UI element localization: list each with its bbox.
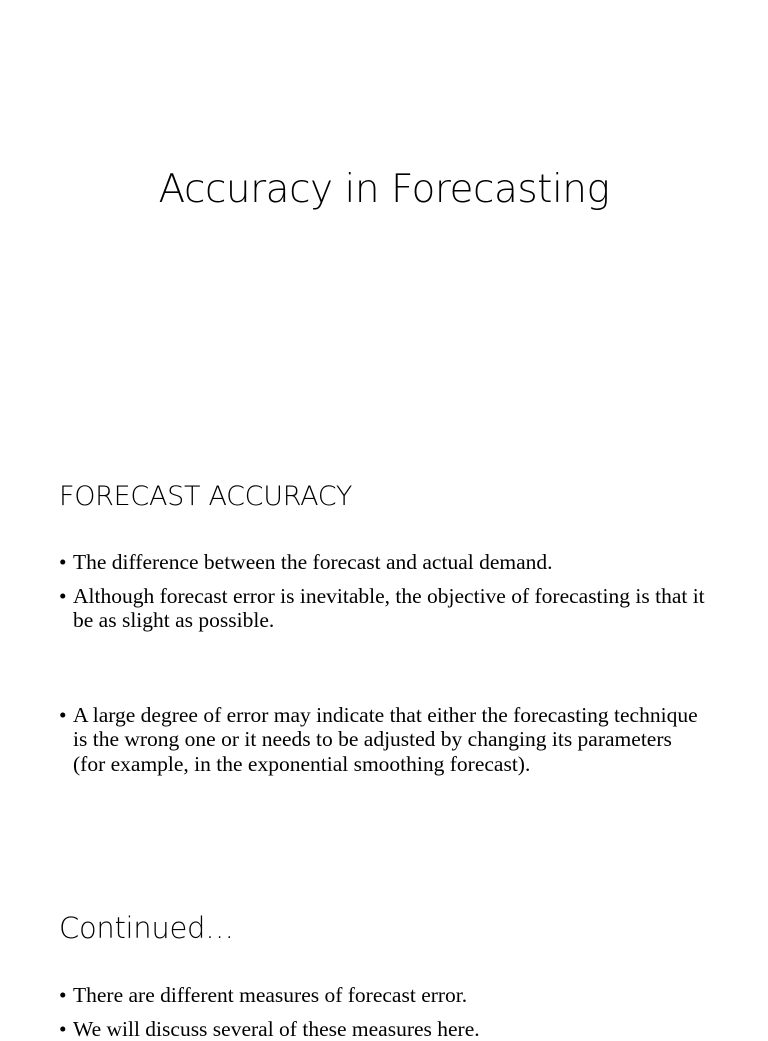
slide-heading: FORECAST ACCURACY: [59, 480, 352, 514]
continued-slide: [0, 864, 768, 1024]
bullet-list: [59, 983, 709, 1041]
slide-heading: Continued…: [59, 911, 234, 945]
bullet-dot-icon: •: [59, 703, 67, 728]
bullet-text: Although forecast error is inevitable, the objective of forecasting is that it be as slight as possible.: [73, 584, 705, 633]
bullet-dot-icon: •: [59, 550, 67, 575]
bullet-item: [59, 550, 709, 575]
bullet-item: [59, 703, 709, 777]
bullet-text: We will discuss several of these measures here.: [73, 1017, 480, 1041]
bullet-text: The difference between the forecast and actual demand.: [73, 550, 553, 574]
bullet-dot-icon: •: [59, 983, 67, 1008]
bullet-text: A large degree of error may indicate that either the forecasting technique is the wrong one or it needs to be adjusted by changing its parameters (for example, in the exponential smoothing forecast).: [73, 703, 698, 776]
forecast-accuracy-slide: [0, 432, 768, 864]
bullet-item: [59, 1017, 709, 1041]
slide-title: Accuracy in Forecasting: [0, 166, 768, 214]
bullet-dot-icon: •: [59, 1017, 67, 1041]
bullet-list: [59, 550, 709, 776]
bullet-text: There are different measures of forecast error.: [73, 983, 467, 1007]
title-slide: [0, 0, 768, 432]
bullet-item: [59, 584, 709, 633]
bullet-item: [59, 983, 709, 1008]
bullet-dot-icon: •: [59, 584, 67, 609]
